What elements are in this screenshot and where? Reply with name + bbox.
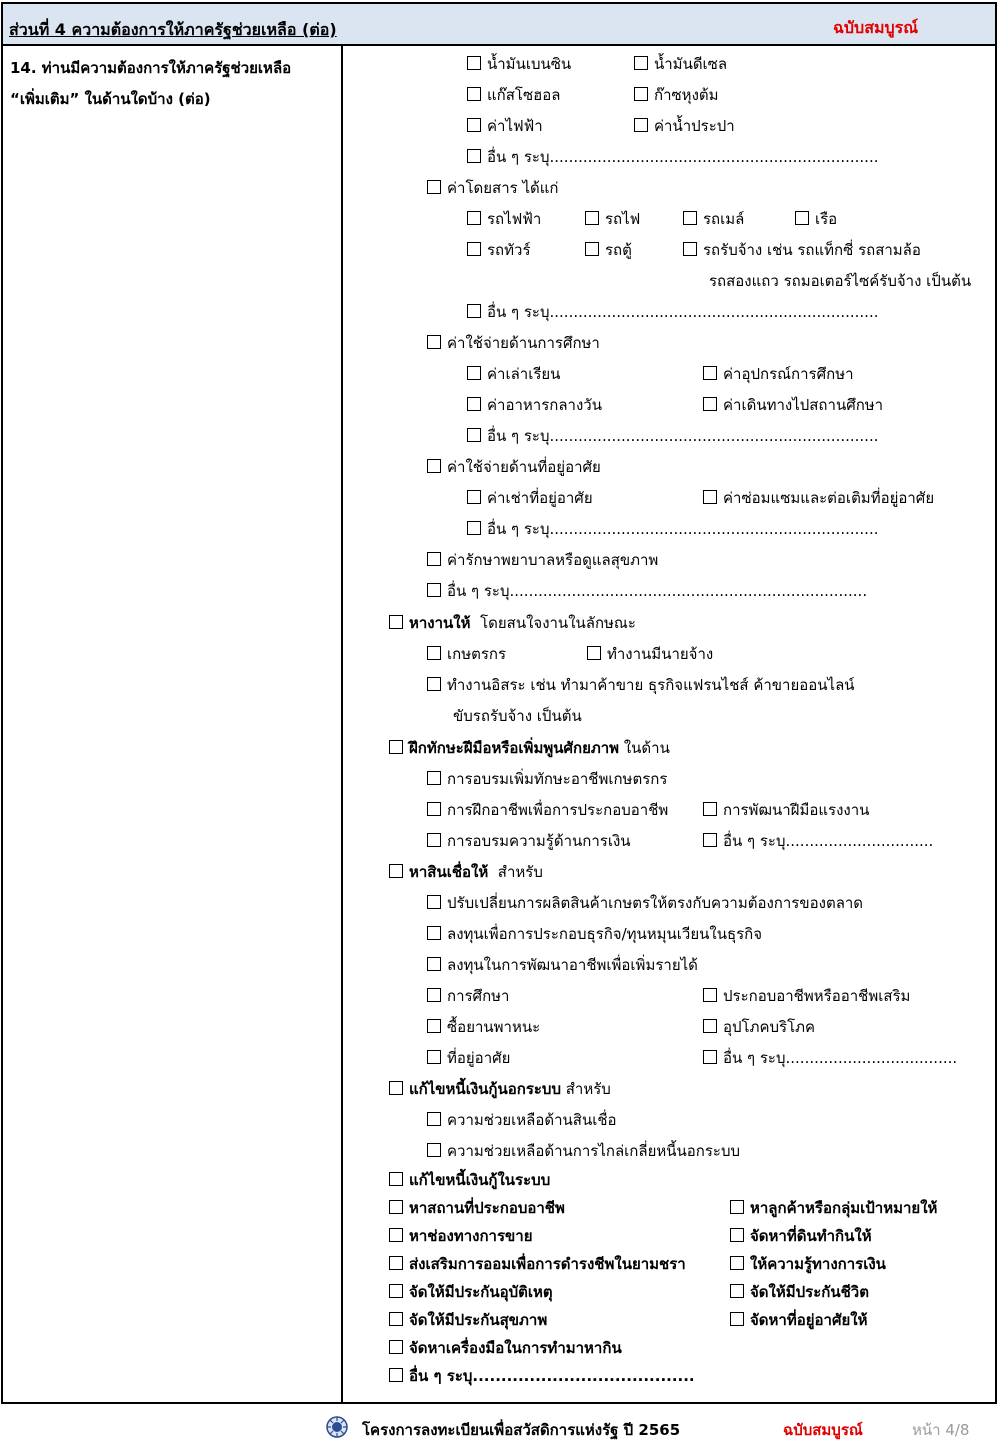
- option-employed[interactable]: ทำงานมีนายจ้าง: [587, 644, 713, 664]
- option-health-insurance[interactable]: จัดให้มีประกันสุขภาพ: [389, 1310, 547, 1330]
- checkbox[interactable]: [389, 615, 403, 629]
- option-formal-debt[interactable]: แก้ไขหนี้เงินกู้ในระบบ: [389, 1170, 550, 1190]
- checkbox[interactable]: [427, 335, 441, 349]
- checkbox[interactable]: [730, 1312, 744, 1326]
- option-customers[interactable]: หาลูกค้าหรือกลุ่มเป้าหมายให้: [730, 1198, 937, 1218]
- checkbox[interactable]: [427, 988, 441, 1002]
- option-retirement-saving[interactable]: ส่งเสริมการออมเพื่อการดำรงชีพในยามชรา: [389, 1254, 686, 1274]
- option-train[interactable]: รถไฟ: [585, 209, 640, 229]
- option-freelance[interactable]: ทำงานอิสระ เช่น ทำมาค้าขาย ธุรกิจแฟรนไชส์ ค้าขายออนไลน์: [427, 675, 855, 695]
- option-fare-other[interactable]: อื่น ๆ ระบุ.....................................................................: [467, 302, 879, 322]
- option-credit-vehicle[interactable]: ซื้อยานพาหนะ: [427, 1017, 540, 1037]
- option-tuition[interactable]: ค่าเล่าเรียน: [467, 364, 560, 384]
- option-credit-occupation[interactable]: ประกอบอาชีพหรืออาชีพเสริม: [703, 986, 910, 1006]
- checkbox[interactable]: [427, 1143, 441, 1157]
- checkbox[interactable]: [427, 833, 441, 847]
- checkbox[interactable]: [389, 1256, 403, 1270]
- option-equipment[interactable]: ค่าอุปกรณ์การศึกษา: [703, 364, 854, 384]
- checkbox[interactable]: [634, 87, 648, 101]
- option-accident-insurance[interactable]: จัดให้มีประกันอุบัติเหตุ: [389, 1282, 553, 1302]
- checkbox[interactable]: [389, 1172, 403, 1186]
- option-gasohol[interactable]: แก๊สโซฮอล: [467, 85, 561, 105]
- checkbox[interactable]: [585, 211, 599, 225]
- checkbox[interactable]: [427, 1112, 441, 1126]
- option-skill-other[interactable]: อื่น ๆ ระบุ...............................: [703, 831, 933, 851]
- option-housing-other[interactable]: อื่น ๆ ระบุ.....................................................................: [467, 519, 879, 539]
- question-14-line1: 14. ท่านมีความต้องการให้ภาครัฐช่วยเหลือ: [10, 59, 292, 77]
- option-credit-housing[interactable]: ที่อยู่อาศัย: [427, 1048, 510, 1068]
- checkbox[interactable]: [467, 242, 481, 256]
- option-education-cost[interactable]: ค่าใช้จ่ายด้านการศึกษา: [427, 333, 600, 353]
- option-hired-vehicle-cont: รถสองแถว รถมอเตอร์ไซค์รับจ้าง เป็นต้น: [709, 272, 972, 290]
- footer-badge: ฉบับสมบูรณ์: [783, 1421, 863, 1439]
- option-lpg[interactable]: ก๊าซหุงต้ม: [634, 85, 719, 105]
- checkbox[interactable]: [730, 1200, 744, 1214]
- checkbox[interactable]: [683, 242, 697, 256]
- option-house-repair[interactable]: ค่าซ่อมแซมและต่อเติมที่อยู่อาศัย: [703, 488, 934, 508]
- complete-version-badge: ฉบับสมบูรณ์: [833, 18, 919, 37]
- option-labor-skill[interactable]: การพัฒนาฝีมือแรงงาน: [703, 800, 869, 820]
- checkbox[interactable]: [427, 552, 441, 566]
- checkbox[interactable]: [389, 1312, 403, 1326]
- option-informal-debt[interactable]: แก้ไขหนี้เงินกู้นอกระบบ สำหรับ: [389, 1079, 611, 1099]
- checkbox[interactable]: [467, 304, 481, 318]
- checkbox[interactable]: [703, 1050, 717, 1064]
- checkbox[interactable]: [427, 180, 441, 194]
- page-number: หน้า 4/8: [912, 1421, 970, 1439]
- checkbox[interactable]: [703, 802, 717, 816]
- checkbox[interactable]: [467, 490, 481, 504]
- option-misc-other[interactable]: อื่น ๆ ระบุ...........................................................................: [427, 581, 867, 601]
- checkbox[interactable]: [427, 677, 441, 691]
- checkbox[interactable]: [703, 988, 717, 1002]
- option-diesel[interactable]: น้ำมันดีเซล: [634, 54, 727, 74]
- option-provide-housing[interactable]: จัดหาที่อยู่อาศัยให้: [730, 1310, 867, 1330]
- option-education-other[interactable]: อื่น ๆ ระบุ.....................................................................: [467, 426, 879, 446]
- option-adjust-production[interactable]: ปรับเปลี่ยนการผลิตสินค้าเกษตรให้ตรงกับความต้องการของตลาด: [427, 893, 863, 913]
- checkbox[interactable]: [467, 56, 481, 70]
- option-electricity[interactable]: ค่าไฟฟ้า: [467, 116, 543, 136]
- column-divider: [341, 46, 343, 1403]
- checkbox[interactable]: [427, 1050, 441, 1064]
- option-workplace[interactable]: หาสถานที่ประกอบอาชีพ: [389, 1198, 565, 1218]
- checkbox[interactable]: [683, 211, 697, 225]
- checkbox[interactable]: [587, 646, 601, 660]
- option-freelance-cont: ขับรถรับจ้าง เป็นต้น: [453, 707, 582, 725]
- option-farmer[interactable]: เกษตรกร: [427, 644, 506, 664]
- government-seal-icon: [325, 1415, 349, 1439]
- checkbox[interactable]: [389, 1200, 403, 1214]
- option-bus[interactable]: รถเมล์: [683, 209, 744, 229]
- footer-project-name: โครงการลงทะเบียนเพื่อสวัสดิการแห่งรัฐ ปี 2565: [362, 1421, 681, 1439]
- checkbox[interactable]: [467, 118, 481, 132]
- option-business-invest[interactable]: ลงทุนเพื่อการประกอบธุรกิจ/ทุนหมุนเวียนในธุรกิจ: [427, 924, 762, 944]
- option-housing-cost[interactable]: ค่าใช้จ่ายด้านที่อยู่อาศัย: [427, 457, 601, 477]
- option-school-travel[interactable]: ค่าเดินทางไปสถานศึกษา: [703, 395, 883, 415]
- option-finance-training[interactable]: การอบรมความรู้ด้านการเงิน: [427, 831, 631, 851]
- option-find-credit[interactable]: หาสินเชื่อให้ สำหรับ: [389, 862, 543, 882]
- option-financial-literacy[interactable]: ให้ความรู้ทางการเงิน: [730, 1254, 886, 1274]
- option-fuel-other[interactable]: อื่น ๆ ระบุ.....................................................................: [467, 147, 879, 167]
- checkbox[interactable]: [467, 428, 481, 442]
- option-career-invest[interactable]: ลงทุนในการพัฒนาอาชีพเพื่อเพิ่มรายได้: [427, 955, 698, 975]
- option-find-job[interactable]: หางานให้ โดยสนใจงานในลักษณะ: [389, 613, 636, 633]
- checkbox[interactable]: [703, 833, 717, 847]
- checkbox[interactable]: [730, 1284, 744, 1298]
- option-sales-channel[interactable]: หาช่องทางการขาย: [389, 1226, 533, 1246]
- option-rent[interactable]: ค่าเช่าที่อยู่อาศัย: [467, 488, 593, 508]
- checkbox[interactable]: [703, 1019, 717, 1033]
- checkbox[interactable]: [634, 118, 648, 132]
- option-benzine[interactable]: น้ำมันเบนซิน: [467, 54, 571, 74]
- checkbox[interactable]: [467, 149, 481, 163]
- option-bottom-other[interactable]: อื่น ๆ ระบุ.......................................: [389, 1366, 695, 1386]
- option-skill-training[interactable]: ฝึกทักษะฝีมือหรือเพิ่มพูนศักยภาพ ในด้าน: [389, 738, 670, 758]
- checkbox[interactable]: [427, 646, 441, 660]
- checkbox[interactable]: [389, 1368, 403, 1382]
- option-debt-credit-help[interactable]: ความช่วยเหลือด้านสินเชื่อ: [427, 1110, 617, 1130]
- option-tour-bus[interactable]: รถทัวร์: [467, 240, 531, 260]
- checkbox[interactable]: [703, 397, 717, 411]
- checkbox[interactable]: [795, 211, 809, 225]
- checkbox[interactable]: [467, 87, 481, 101]
- checkbox[interactable]: [634, 56, 648, 70]
- checkbox[interactable]: [585, 242, 599, 256]
- option-tools[interactable]: จัดหาเครื่องมือในการทำมาหากิน: [389, 1338, 622, 1358]
- option-skytrain[interactable]: รถไฟฟ้า: [467, 209, 541, 229]
- checkbox[interactable]: [467, 366, 481, 380]
- option-fare[interactable]: ค่าโดยสาร ได้แก่: [427, 178, 558, 198]
- checkbox[interactable]: [427, 802, 441, 816]
- checkbox[interactable]: [389, 740, 403, 754]
- checkbox[interactable]: [467, 397, 481, 411]
- option-credit-education[interactable]: การศึกษา: [427, 986, 509, 1006]
- question-14-line2: “เพิ่มเติม” ในด้านใดบ้าง (ต่อ): [10, 90, 211, 108]
- checkbox[interactable]: [730, 1256, 744, 1270]
- checkbox[interactable]: [427, 1019, 441, 1033]
- checkbox[interactable]: [427, 771, 441, 785]
- option-debt-mediation[interactable]: ความช่วยเหลือด้านการไกล่เกลี่ยหนี้นอกระบบ: [427, 1141, 740, 1161]
- checkbox[interactable]: [427, 926, 441, 940]
- checkbox[interactable]: [427, 459, 441, 473]
- option-agri-training[interactable]: การอบรมเพิ่มทักษะอาชีพเกษตรกร: [427, 769, 667, 789]
- checkbox[interactable]: [389, 1284, 403, 1298]
- option-land[interactable]: จัดหาที่ดินทำกินให้: [730, 1226, 872, 1246]
- section-title: ส่วนที่ 4 ความต้องการให้ภาครัฐช่วยเหลือ (ต่อ): [9, 20, 337, 39]
- checkbox[interactable]: [389, 1340, 403, 1354]
- checkbox[interactable]: [703, 490, 717, 504]
- checkbox[interactable]: [427, 583, 441, 597]
- option-credit-consumption[interactable]: อุปโภคบริโภค: [703, 1017, 815, 1037]
- option-hired-vehicle[interactable]: รถรับจ้าง เช่น รถแท็กซี่ รถสามล้อ: [683, 240, 921, 260]
- option-life-insurance[interactable]: จัดให้มีประกันชีวิต: [730, 1282, 869, 1302]
- option-water[interactable]: ค่าน้ำประปา: [634, 116, 735, 136]
- checkbox[interactable]: [389, 1081, 403, 1095]
- option-van[interactable]: รถตู้: [585, 240, 632, 260]
- checkbox[interactable]: [427, 895, 441, 909]
- checkbox[interactable]: [467, 521, 481, 535]
- checkbox[interactable]: [467, 211, 481, 225]
- checkbox[interactable]: [703, 366, 717, 380]
- option-medical[interactable]: ค่ารักษาพยาบาลหรือดูแลสุขภาพ: [427, 550, 658, 570]
- checkbox[interactable]: [389, 864, 403, 878]
- checkbox[interactable]: [427, 957, 441, 971]
- option-credit-other[interactable]: อื่น ๆ ระบุ....................................: [703, 1048, 957, 1068]
- section-header: [3, 4, 995, 46]
- option-boat[interactable]: เรือ: [795, 209, 837, 229]
- checkbox[interactable]: [730, 1228, 744, 1242]
- checkbox[interactable]: [389, 1228, 403, 1242]
- option-lunch[interactable]: ค่าอาหารกลางวัน: [467, 395, 602, 415]
- option-vocational[interactable]: การฝึกอาชีพเพื่อการประกอบอาชีพ: [427, 800, 668, 820]
